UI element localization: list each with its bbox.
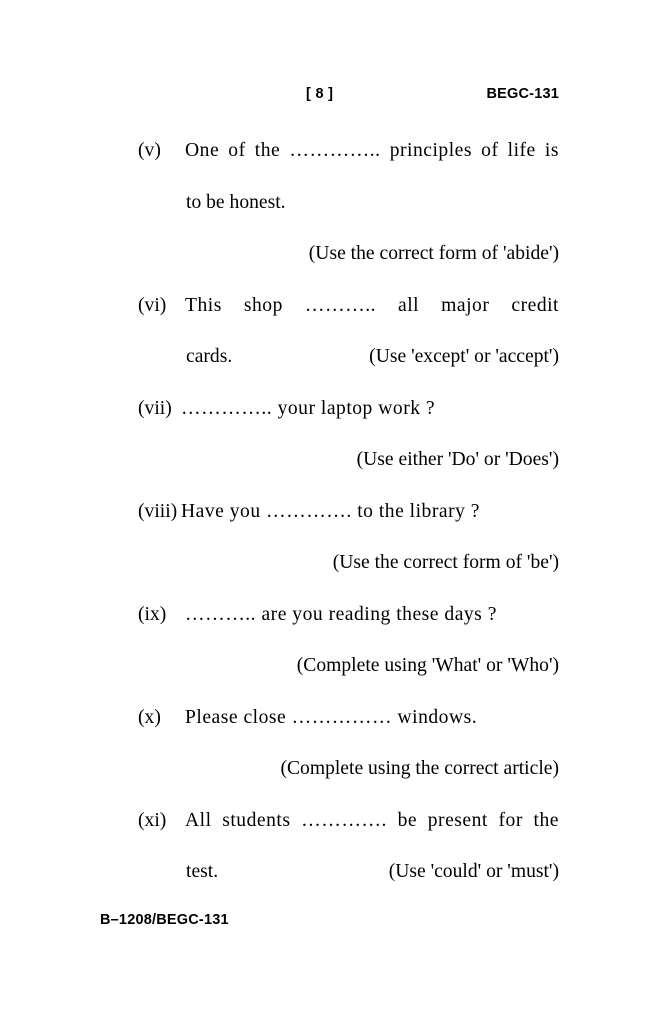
footer-reference: B–1208/BEGC-131 <box>100 912 229 928</box>
question-xi-line-2 <box>138 846 559 898</box>
question-ix-hint-line <box>138 640 559 692</box>
question-v-line-1 <box>138 125 559 177</box>
question-x-hint-line <box>138 743 559 795</box>
paper-code: BEGC-131 <box>486 86 559 102</box>
question-ix-marker: (ix) <box>138 603 167 625</box>
question-item-v <box>138 125 559 280</box>
question-vii-marker: (vii) <box>138 397 172 419</box>
question-vii-line-1 <box>138 383 559 435</box>
question-list <box>138 125 559 898</box>
question-xi-hint: (Use 'could' or 'must') <box>388 861 559 882</box>
question-xi-line-1 <box>138 795 559 847</box>
question-vi-text: This shop ……….. all major credit <box>185 294 559 316</box>
question-viii-marker: (viii) <box>138 500 178 522</box>
question-vii-hint-line <box>138 434 559 486</box>
question-xi-marker: (xi) <box>138 809 167 831</box>
question-v-hint: (Use the correct form of 'abide') <box>308 243 559 264</box>
page-header <box>100 86 559 108</box>
question-item-x <box>138 692 559 795</box>
question-v-line-2 <box>138 177 559 229</box>
question-vii-hint: (Use either 'Do' or 'Does') <box>356 449 559 470</box>
question-x-marker: (x) <box>138 706 161 728</box>
question-vi-hint: (Use 'except' or 'accept') <box>369 346 559 367</box>
question-v-hint-line <box>138 228 559 280</box>
question-vi-line-1 <box>138 280 559 332</box>
question-v-text: One of the ………….. principles of life is <box>185 140 559 161</box>
page-number: [ 8 ] <box>306 86 334 102</box>
question-item-xi <box>138 795 559 898</box>
question-x-hint: (Complete using the correct article) <box>280 758 559 779</box>
question-v-text-continued: to be honest. <box>186 191 286 213</box>
question-vii-text: ………….. your laptop work ? <box>181 397 436 419</box>
question-item-viii <box>138 486 559 589</box>
question-item-ix <box>138 589 559 692</box>
question-vi-line-2 <box>138 331 559 383</box>
question-item-vi <box>138 280 559 383</box>
question-ix-text: ……….. are you reading these days ? <box>185 603 497 625</box>
question-vi-text-continued: cards. <box>186 346 233 367</box>
question-x-text: Please close …………… windows. <box>185 706 478 728</box>
question-item-vii <box>138 383 559 486</box>
question-viii-hint: (Use the correct form of 'be') <box>332 552 559 573</box>
question-x-line-1 <box>138 692 559 744</box>
question-vi-marker: (vi) <box>138 294 167 316</box>
question-xi-text-continued: test. <box>186 861 219 882</box>
question-viii-hint-line <box>138 537 559 589</box>
question-viii-line-1 <box>138 486 559 538</box>
question-ix-line-1 <box>138 589 559 641</box>
question-viii-text: Have you …………. to the library ? <box>181 500 480 522</box>
question-v-marker: (v) <box>138 140 161 161</box>
question-ix-hint: (Complete using 'What' or 'Who') <box>296 655 559 676</box>
question-xi-text: All students …………. be present for the <box>185 809 559 831</box>
